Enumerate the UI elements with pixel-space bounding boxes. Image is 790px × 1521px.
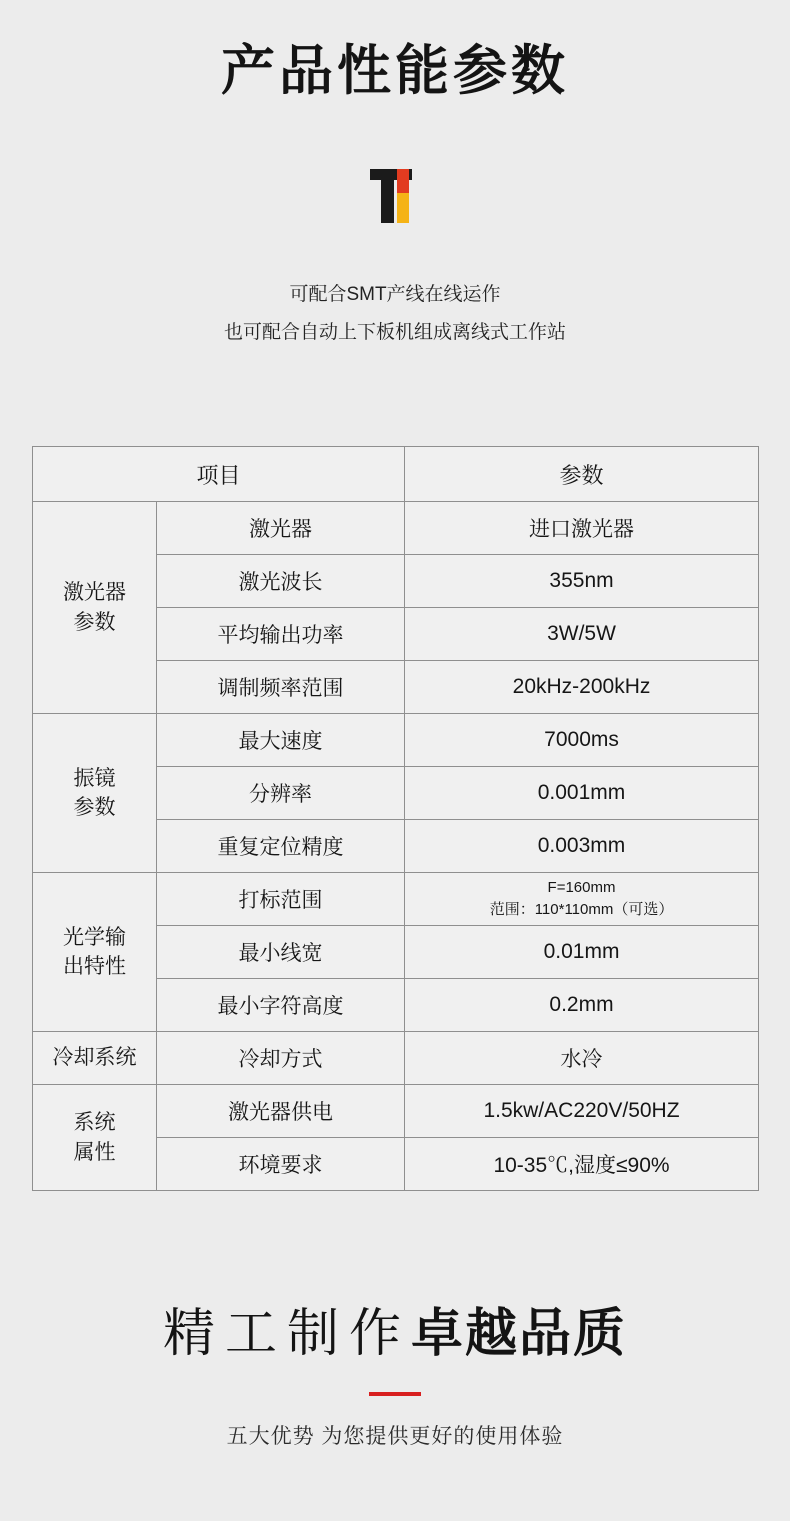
table-row (33, 1032, 759, 1085)
item-label: 最大速度 (157, 714, 405, 767)
item-value: 0.2mm (405, 979, 759, 1032)
group-label-cooling: 冷却系统 (33, 1032, 157, 1085)
subtitle-line-2: 也可配合自动上下板机组成离线式工作站 (223, 322, 566, 344)
footer-slogan-part2: 卓越品质 (411, 1305, 628, 1363)
ti-flame-logo-icon (366, 167, 424, 225)
item-value: 20kHz-200kHz (405, 661, 759, 714)
footer-slogan-part1: 精工制作 (162, 1305, 411, 1363)
item-label: 重复定位精度 (157, 820, 405, 873)
item-value-line-2: 范围：110*110mm（可选） (489, 901, 674, 919)
item-value-line-1: F=160mm (547, 879, 616, 897)
item-value: 0.001mm (405, 767, 759, 820)
item-label: 激光器 (157, 502, 405, 555)
item-value: 10-35℃,湿度≤90% (405, 1138, 759, 1191)
group-label-laser: 激光器 参数 (33, 502, 157, 714)
item-label: 分辨率 (157, 767, 405, 820)
footer-sub-slogan: 五大优势 为您提供更好的使用体验 (226, 1425, 564, 1448)
table-row (33, 714, 759, 767)
logo-flame-yellow (397, 193, 409, 223)
item-value: 1.5kw/AC220V/50HZ (405, 1085, 759, 1138)
item-value: 7000ms (405, 714, 759, 767)
page-header (0, 0, 790, 352)
table-row (33, 1085, 759, 1138)
table-row (33, 502, 759, 555)
spec-table-wrapper (32, 446, 758, 1191)
item-value: 水冷 (405, 1032, 759, 1085)
item-value: 355nm (405, 555, 759, 608)
item-value (405, 873, 759, 926)
table-header-item: 项目 (33, 447, 405, 502)
item-value: 3W/5W (405, 608, 759, 661)
item-value: 0.003mm (405, 820, 759, 873)
group-label-galvo: 振镜 参数 (33, 714, 157, 873)
subtitle-line-1: 可配合SMT产线在线运作 (289, 284, 501, 306)
item-value: 进口激光器 (405, 502, 759, 555)
table-header-value: 参数 (405, 447, 759, 502)
item-label: 冷却方式 (157, 1032, 405, 1085)
item-label: 激光波长 (157, 555, 405, 608)
logo-flame-red (397, 169, 409, 195)
spec-table (32, 446, 759, 1191)
brand-logo (0, 164, 790, 228)
footer-section (0, 1261, 790, 1521)
footer-slogan (0, 1261, 790, 1366)
item-label: 最小字符高度 (157, 979, 405, 1032)
group-label-optical: 光学输 出特性 (33, 873, 157, 1032)
item-label: 环境要求 (157, 1138, 405, 1191)
item-label: 平均输出功率 (157, 608, 405, 661)
item-label: 调制频率范围 (157, 661, 405, 714)
item-label: 最小线宽 (157, 926, 405, 979)
item-value: 0.01mm (405, 926, 759, 979)
page-title: 产品性能参数 (221, 41, 569, 101)
table-row (33, 873, 759, 926)
footer-divider (369, 1392, 421, 1396)
item-label: 激光器供电 (157, 1085, 405, 1138)
group-label-system: 系统 属性 (33, 1085, 157, 1191)
table-header-row (33, 447, 759, 502)
item-label: 打标范围 (157, 873, 405, 926)
subtitle-block (0, 276, 790, 352)
logo-t-stem (381, 178, 394, 223)
